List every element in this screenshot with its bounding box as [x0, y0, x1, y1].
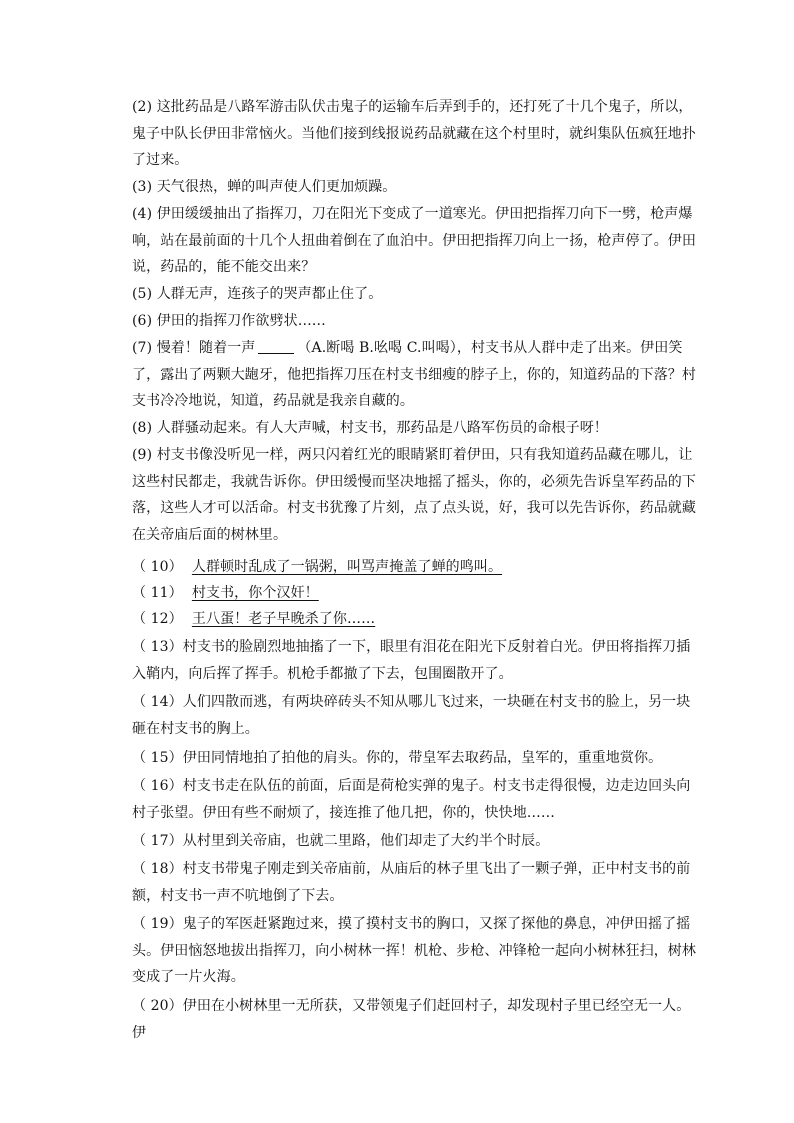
- paragraph-12: [132, 606, 698, 633]
- paragraph-number: (9): [132, 447, 153, 463]
- paragraph-number: （ 19）: [132, 916, 183, 932]
- paragraph-11: [132, 580, 698, 607]
- paragraph-text: 慢着！随着一声: [156, 340, 256, 356]
- paragraph-number: (4): [132, 206, 153, 222]
- paragraph-text: 天气很热，蝉的叫声使人们更加烦躁。: [156, 179, 397, 195]
- paragraph-19: [132, 911, 698, 991]
- paragraph-number: （ 12）: [132, 611, 183, 627]
- paragraph-text: 伊田的指挥刀作欲劈状……: [156, 313, 326, 329]
- paragraph-text: 人群骚动起来。有人大声喊，村支书，那药品是八路军伤员的命根子呀！: [156, 420, 608, 436]
- paragraph-2: [132, 94, 698, 174]
- paragraph-text: 人群无声，连孩子的哭声都止住了。: [156, 286, 383, 302]
- paragraph-number: (8): [132, 420, 153, 436]
- underlined-text: 王八蛋！老子早晚杀了你……: [191, 611, 376, 627]
- paragraph-16: [132, 773, 698, 826]
- paragraph-number: (6): [132, 313, 153, 329]
- paragraph-14: [132, 689, 698, 742]
- paragraph-8: [132, 415, 698, 442]
- paragraph-17: [132, 828, 698, 855]
- paragraph-text: 鬼子的军医赶紧跑过来，摸了摸村支书的胸口，又探了探他的鼻息，冲伊田摇了摇头。伊田恼怒地拔出指挥刀，向小树林一挥！机枪、步枪、冲锋枪一起向小树林狂扫，树林变成了一片火海。: [132, 916, 696, 985]
- paragraph-20: [132, 993, 698, 1046]
- paragraph-7: [132, 335, 698, 415]
- paragraph-number: （ 20）: [132, 998, 183, 1014]
- paragraph-number: （ 18）: [132, 861, 183, 877]
- paragraph-number: (3): [132, 179, 153, 195]
- paragraph-number: (7): [132, 340, 153, 356]
- paragraph-6: [132, 308, 698, 335]
- paragraph-text: 村支书走在队伍的前面，后面是荷枪实弹的鬼子。村支书走得很慢，边走边回头向村子张望。伊田有些不耐烦了，接连推了他几把，你的，快快地……: [132, 778, 691, 821]
- paragraph-number: (2): [132, 99, 153, 115]
- paragraph-text: 伊田同情地拍了拍他的肩头。你的，带皇军去取药品，皇军的，重重地赏你。: [182, 750, 663, 766]
- paragraph-text: 村支书的脸剧烈地抽搐了一下，眼里有泪花在阳光下反射着白光。伊田将指挥刀插入鞘内，向后挥了挥手。机枪手都撤了下去，包围圈散开了。: [132, 639, 691, 682]
- underlined-text: 村支书，你个汉奸！: [191, 585, 319, 601]
- paragraph-number: （ 13）: [132, 639, 183, 655]
- paragraph-number: （ 10）: [132, 559, 183, 575]
- paragraph-18: [132, 856, 698, 909]
- paragraph-5: [132, 281, 698, 308]
- paragraph-text: 伊田在小树林里一无所获，又带领鬼子们赶回村子，却发现村子里已经空无一人。伊: [132, 998, 691, 1041]
- paragraph-15: [132, 745, 698, 772]
- paragraph-text: 这批药品是八路军游击队伏击鬼子的运输车后弄到手的，还打死了十几个鬼子，所以，鬼子中队长伊田非常恼火。当他们接到线报说药品就藏在这个村里时，就纠集队伍疯狂地扑了过来。: [132, 99, 696, 168]
- paragraph-number: （ 16）: [132, 778, 183, 794]
- paragraph-text: 村支书像没听见一样，两只闪着红光的眼睛紧盯着伊田，只有我知道药品藏在哪儿，让这些村民都走，我就告诉你。伊田缓慢而坚决地摇了摇头，你的，必须先告诉皇军药品的下落，这些人才可以活命。村支书犹豫了片刻，点了点头说，好，我可以先告诉你，药品就藏在关帝庙后面的树林里。: [132, 447, 696, 543]
- paragraph-3: [132, 174, 698, 201]
- paragraph-text: 人们四散而逃，有两块碎砖头不知从哪儿飞过来，一块砸在村支书的脸上，另一块砸在村支书的胸上。: [132, 694, 691, 737]
- paragraph-number: （ 17）: [132, 833, 183, 849]
- paragraph-number: （ 15）: [132, 750, 183, 766]
- fill-in-blank[interactable]: [258, 339, 294, 354]
- underlined-text: 人群顿时乱成了一锅粥，叫骂声掩盖了蝉的鸣叫。: [191, 559, 503, 575]
- paragraph-number: （ 11）: [132, 585, 183, 601]
- paragraph-13: [132, 634, 698, 687]
- paragraph-number: (5): [132, 286, 153, 302]
- paragraph-10: [132, 554, 698, 581]
- paragraph-text: （A.断喝 B.吆喝 C.叫喝），村支书从人群中走了出来。伊田笑了，露出了两颗大龅牙，他把指挥刀压在村支书细瘦的脖子上，你的，知道药品的下落？村支书冷冷地说，知道，药品就是我亲自藏的。: [132, 340, 696, 409]
- paragraph-text: 村支书带鬼子刚走到关帝庙前，从庙后的林子里飞出了一颗子弹，正中村支书的前额，村支书一声不吭地倒了下去。: [132, 861, 691, 904]
- paragraph-text: 伊田缓缓抽出了指挥刀，刀在阳光下变成了一道寒光。伊田把指挥刀向下一劈，枪声爆响，站在最前面的十几个人扭曲着倒在了血泊中。伊田把指挥刀向上一扬，枪声停了。伊田说，药品的，能不能交出来？: [132, 206, 696, 275]
- paragraph-4: [132, 201, 698, 281]
- paragraph-text: 从村里到关帝庙，也就二里路，他们却走了大约半个时辰。: [182, 833, 550, 849]
- paragraph-9: [132, 442, 698, 548]
- paragraph-number: （ 14）: [132, 694, 183, 710]
